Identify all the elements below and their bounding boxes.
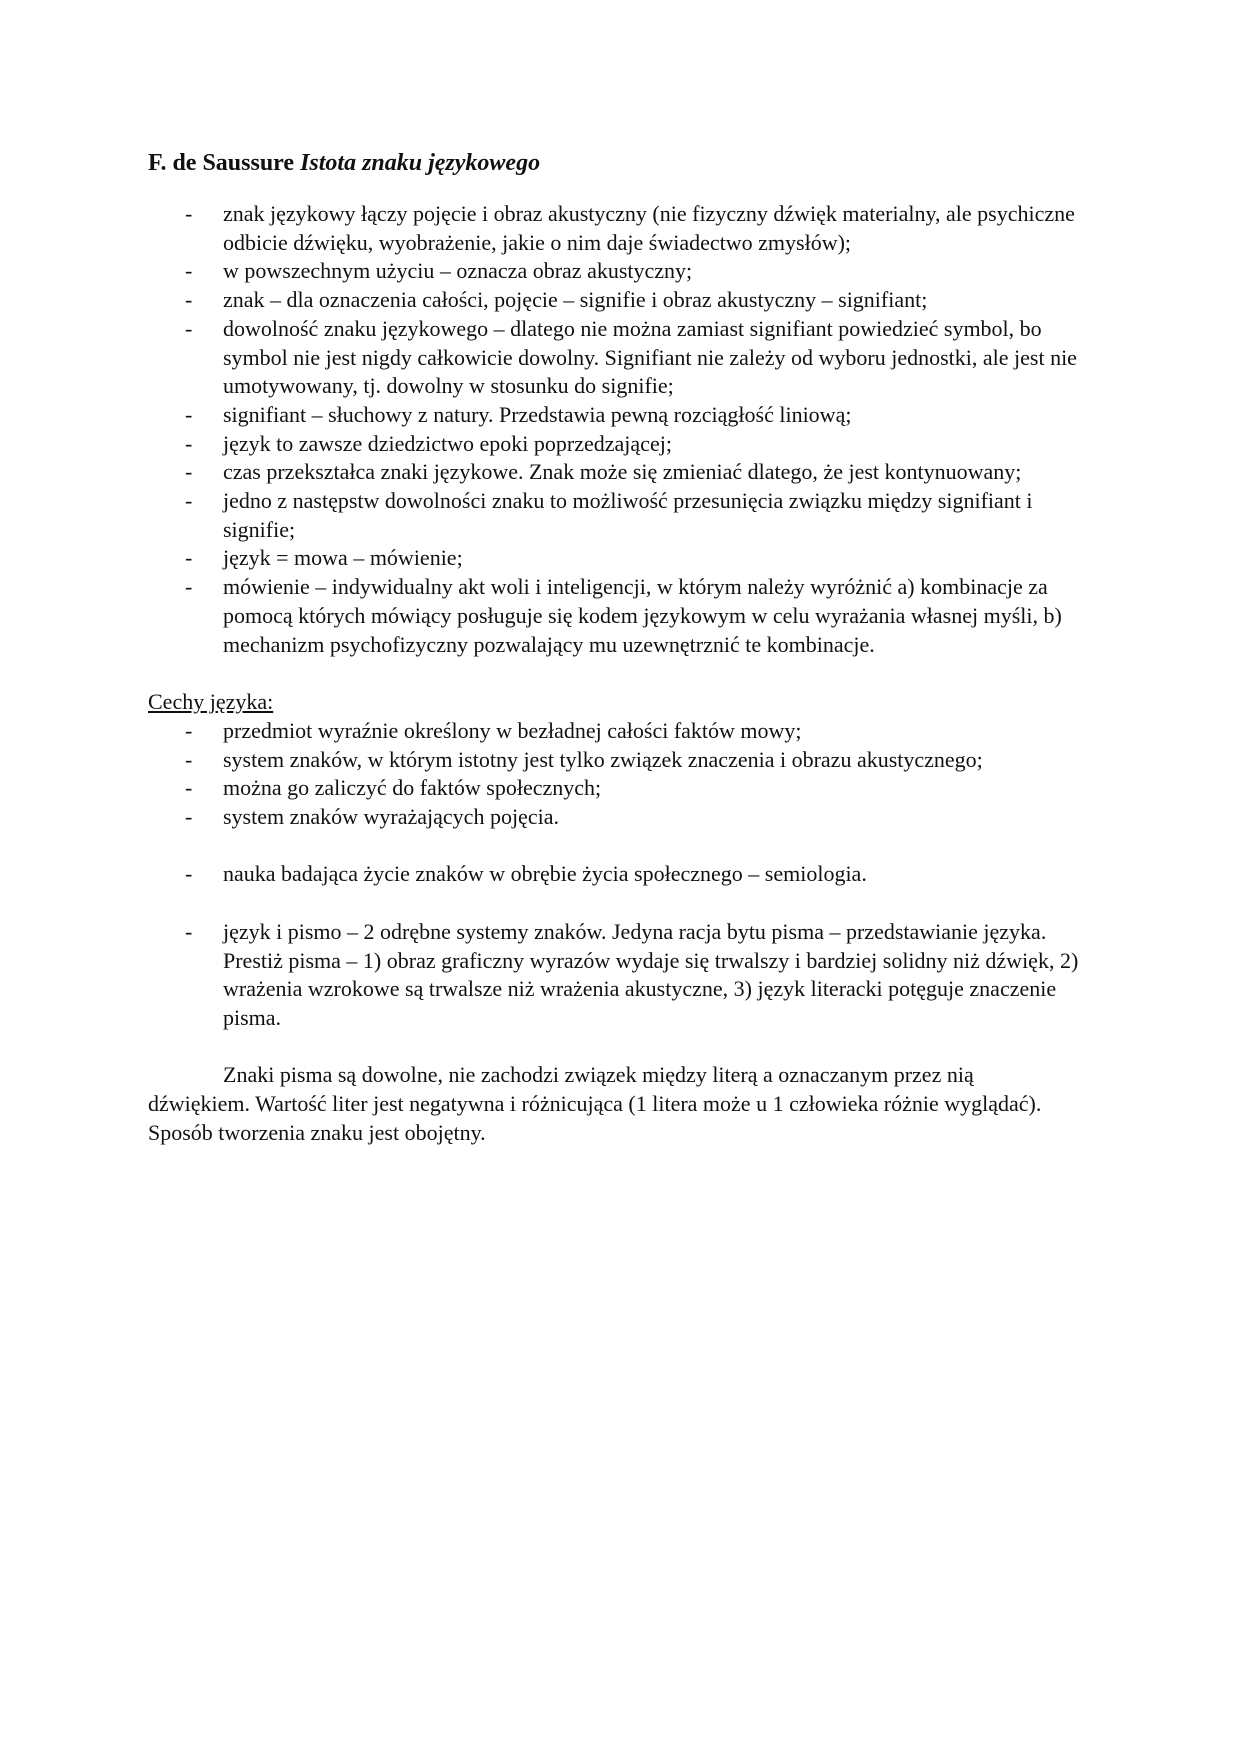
notes-list-features	[148, 717, 1098, 832]
list-item	[148, 746, 1098, 775]
bullet-dash: -	[185, 430, 193, 456]
list-item	[148, 315, 1098, 401]
blank-line	[148, 832, 1098, 861]
bullet-dash: -	[185, 488, 193, 514]
list-item	[148, 286, 1098, 315]
list-item-text: znak językowy łączy pojęcie i obraz akustyczny (nie fizyczny dźwięk materialny, ale psychiczne odbicie dźwięku, wyobrażenie, jakie o nim daje świadectwo zmysłów);	[223, 201, 1075, 255]
list-item	[148, 200, 1098, 257]
list-item	[148, 430, 1098, 459]
notes-list-semiology	[148, 860, 1098, 889]
list-item-text: jedno z następstw dowolności znaku to możliwość przesunięcia związku między signifiant i signifie;	[223, 488, 1033, 542]
list-item	[148, 860, 1098, 889]
document-title	[148, 146, 1098, 180]
list-item-text: nauka badająca życie znaków w obrębie życia społecznego – semiologia.	[223, 861, 867, 887]
bullet-dash: -	[185, 401, 193, 427]
list-item-text: język = mowa – mówienie;	[223, 545, 463, 571]
list-item	[148, 401, 1098, 430]
list-item-text: język i pismo – 2 odrębne systemy znaków. Jedyna racja bytu pisma – przedstawianie języka. Prestiż pisma – 1) obraz graficzny wyrazów wydaje się trwalszy i bardziej solidny niż dźwięk, 2) wrażenia wzrokowe są trwalsze niż wrażenia akustyczne, 3) język literacki potęguje znaczenie pisma.	[223, 918, 1079, 1030]
list-item	[148, 803, 1098, 832]
list-item	[148, 487, 1098, 544]
closing-paragraph: Znaki pisma są dowolne, nie zachodzi związek między literą a oznaczanym przez nią dźwiękiem. Wartość liter jest negatywna i różnicująca (1 litera może u 1 człowieka różnie wyglądać). Sposób tworzenia znaku jest obojętny.	[148, 1062, 1042, 1145]
list-item	[148, 544, 1098, 573]
list-item-text: język to zawsze dziedzictwo epoki poprzedzającej;	[223, 430, 672, 456]
list-item-text: przedmiot wyraźnie określony w bezładnej całości faktów mowy;	[223, 717, 802, 743]
title-work: Istota znaku językowego	[300, 150, 541, 176]
bullet-dash: -	[185, 201, 193, 226]
list-item-text: czas przekształca znaki językowe. Znak może się zmieniać dlatego, że jest kontynuowany;	[223, 459, 1022, 485]
bullet-dash: -	[185, 574, 193, 600]
list-item	[148, 717, 1098, 746]
blank-line	[148, 889, 1098, 918]
document-body	[148, 146, 1098, 1147]
bullet-dash: -	[185, 861, 193, 887]
list-item-text: signifiant – słuchowy z natury. Przedstawia pewną rozciągłość liniową;	[223, 401, 852, 427]
list-item	[148, 573, 1098, 659]
bullet-dash: -	[185, 717, 193, 743]
list-item	[148, 918, 1098, 1033]
notes-list-main	[148, 200, 1098, 659]
bullet-dash: -	[185, 315, 193, 341]
bullet-dash: -	[185, 775, 193, 801]
list-item-text: system znaków wyrażających pojęcia.	[223, 804, 559, 830]
list-item-text: system znaków, w którym istotny jest tylko związek znaczenia i obrazu akustycznego;	[223, 746, 983, 772]
list-item-text: można go zaliczyć do faktów społecznych;	[223, 775, 602, 801]
list-item-text: znak – dla oznaczenia całości, pojęcie – signifie i obraz akustyczny – signifiant;	[223, 287, 928, 313]
list-item	[148, 257, 1098, 286]
bullet-dash: -	[185, 545, 193, 571]
bullet-dash: -	[185, 804, 193, 830]
list-item	[148, 458, 1098, 487]
list-item-text: mówienie – indywidualny akt woli i inteligencji, w którym należy wyróżnić a) kombinacje za pomocą których mówiący posługuje się kodem językowym w celu wyrażania własnej myśli, b) mechanizm psychofizyczny pozwalający mu uzewnętrznić te kombinacje.	[223, 574, 1062, 657]
bullet-dash: -	[185, 258, 193, 284]
list-item	[148, 774, 1098, 803]
bullet-dash: -	[185, 459, 193, 485]
section-heading-cechy: Cechy języka:	[148, 689, 274, 715]
bullet-dash: -	[185, 287, 193, 313]
list-item-text: dowolność znaku językowego – dlatego nie można zamiast signifiant powiedzieć symbol, bo symbol nie jest nigdy całkowicie dowolny. Signifiant nie zależy od wyboru jednostki, ale jest nie umotywowany, tj. dowolny w stosunku do signifie;	[223, 315, 1077, 399]
bullet-dash: -	[185, 918, 193, 944]
list-item-text: w powszechnym użyciu – oznacza obraz akustyczny;	[223, 258, 693, 284]
bullet-dash: -	[185, 746, 193, 772]
notes-list-writing	[148, 918, 1098, 1033]
title-author: F. de Saussure	[148, 150, 301, 176]
